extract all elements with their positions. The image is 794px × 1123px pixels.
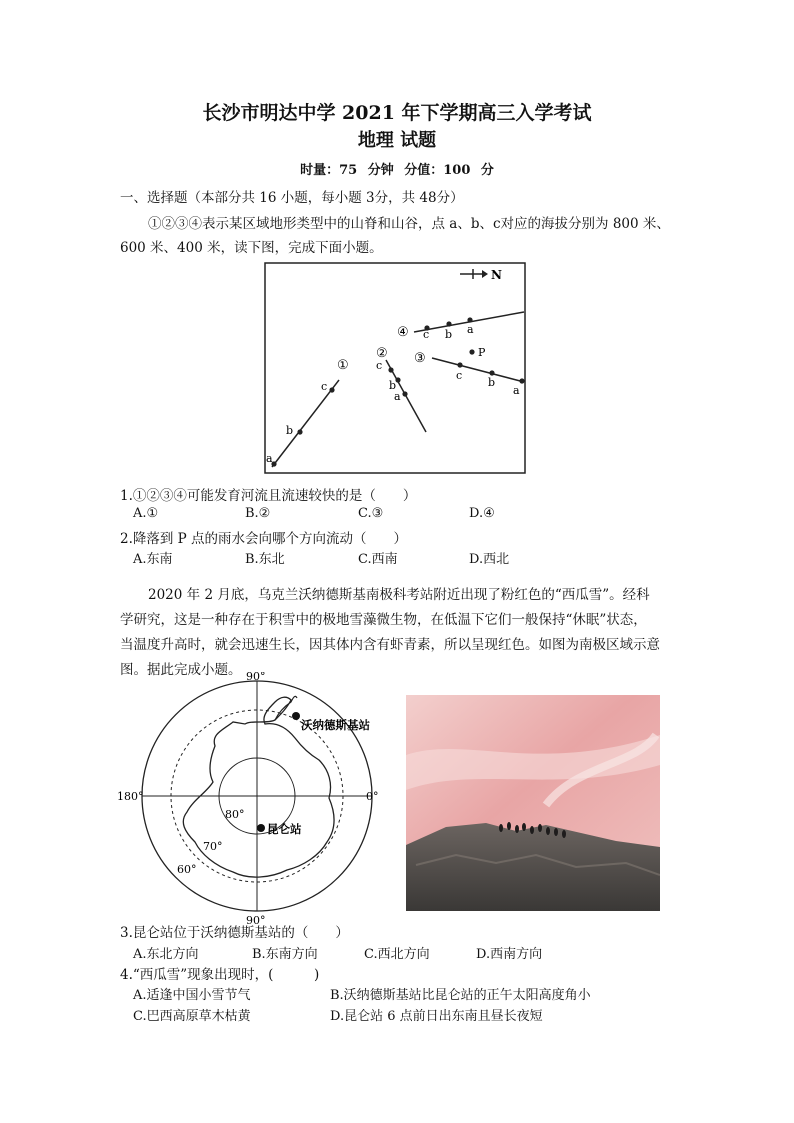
svg-text:b: b <box>286 424 294 437</box>
svg-text:b: b <box>445 328 453 341</box>
q2-option-b[interactable]: B.东北 <box>245 552 285 567</box>
q3-option-b[interactable]: B.东南方向 <box>252 947 318 962</box>
marker-3: ③ <box>414 351 426 366</box>
svg-text:c: c <box>423 328 430 341</box>
q1-option-b[interactable]: B.② <box>245 506 271 521</box>
q1-option-a[interactable]: A.① <box>133 506 159 521</box>
exam-meta: 时量：75 分钟 分值：100 分 <box>300 163 494 178</box>
kunlun-station-marker <box>257 824 265 832</box>
svg-text:c: c <box>376 359 383 372</box>
q4-option-b[interactable]: B.沃纳德斯基站比昆仑站的正午太阳高度角小 <box>330 988 591 1003</box>
svg-text:a: a <box>266 452 273 465</box>
ridge-valley-figure <box>264 262 526 474</box>
svg-text:a: a <box>394 390 401 403</box>
svg-text:a: a <box>467 323 474 336</box>
antarctic-map <box>115 672 390 925</box>
q3-option-c[interactable]: C.西北方向 <box>364 947 430 962</box>
exam-title: 长沙市明达中学 2021 年下学期高三入学考试 <box>202 102 592 124</box>
point-p <box>469 349 474 354</box>
label-top-90: 90° <box>246 672 266 683</box>
section-heading: 一、选择题（本部分共 16 小题，每小题 3分，共 48分） <box>120 190 464 206</box>
passage-line-3: 当温度升高时，就会迅速生长，因其体内含有虾青素，所以呈现红色。如图为南极区域示意 <box>120 637 660 653</box>
label-180: 180° <box>117 790 144 803</box>
intro-line-2: 600 米、400 米，读下图，完成下面小题。 <box>120 240 383 256</box>
q2-stem: 2.降落到 P 点的雨水会向哪个方向流动（ ） <box>120 531 408 547</box>
label-lat-80: 80° <box>225 808 245 821</box>
svg-text:b: b <box>488 376 496 389</box>
q4-option-a[interactable]: A.适逢中国小雪节气 <box>133 988 251 1003</box>
watermelon-snow-photo <box>406 695 660 911</box>
q4-option-d[interactable]: D.昆仑站 6 点前日出东南且昼长夜短 <box>330 1009 543 1024</box>
label-0: 0° <box>366 790 379 803</box>
q1-stem: 1.①②③④可能发育河流且流速较快的是（ ） <box>120 488 417 504</box>
marker-2: ② <box>376 346 388 361</box>
marker-1: ① <box>337 358 349 373</box>
q3-option-d[interactable]: D.西南方向 <box>476 947 543 962</box>
marker-4: ④ <box>397 325 409 340</box>
q3-stem: 3.昆仑站位于沃纳德斯基站的（ ） <box>120 925 349 941</box>
vernadsky-station-marker <box>292 712 300 720</box>
exam-subject: 地理 试题 <box>357 130 437 151</box>
q2-option-a[interactable]: A.东南 <box>133 552 173 567</box>
q2-option-c[interactable]: C.西南 <box>358 552 398 567</box>
svg-text:c: c <box>321 380 328 393</box>
q1-option-d[interactable]: D.④ <box>469 506 495 521</box>
intro-line-1: ①②③④表示某区域地形类型中的山脊和山谷，点 a、b、c对应的海拔分别为 800 米、 <box>148 216 670 232</box>
svg-text:a: a <box>513 384 520 397</box>
label-lat-60: 60° <box>177 863 197 876</box>
p-label: P <box>478 346 486 359</box>
q4-option-c[interactable]: C.巴西高原草木枯黄 <box>133 1009 251 1024</box>
svg-text:c: c <box>456 369 463 382</box>
passage-line-1: 2020 年 2 月底，乌克兰沃纳德斯基南极科考站附近出现了粉红色的“西瓜雪”。经科 <box>148 587 650 603</box>
svg-text:b: b <box>389 379 397 392</box>
kunlun-label: 昆仑站 <box>267 822 302 836</box>
q4-stem: 4.“西瓜雪”现象出现时，( ) <box>120 967 320 983</box>
passage-line-2: 学研究，这是一种存在于积雪中的极地雪藻微生物，在低温下它们一般保持“休眠”状态， <box>120 612 647 628</box>
north-label: N <box>491 268 502 282</box>
q1-option-c[interactable]: C.③ <box>358 506 384 521</box>
label-lat-70: 70° <box>203 840 223 853</box>
vernadsky-label: 沃纳德斯基站 <box>301 718 370 732</box>
q3-option-a[interactable]: A.东北方向 <box>133 947 199 962</box>
passage-line-4: 图。据此完成小题。 <box>120 662 242 678</box>
q2-option-d[interactable]: D.西北 <box>469 552 510 567</box>
figure-frame <box>265 263 525 473</box>
label-bottom-90: 90° <box>246 914 266 925</box>
